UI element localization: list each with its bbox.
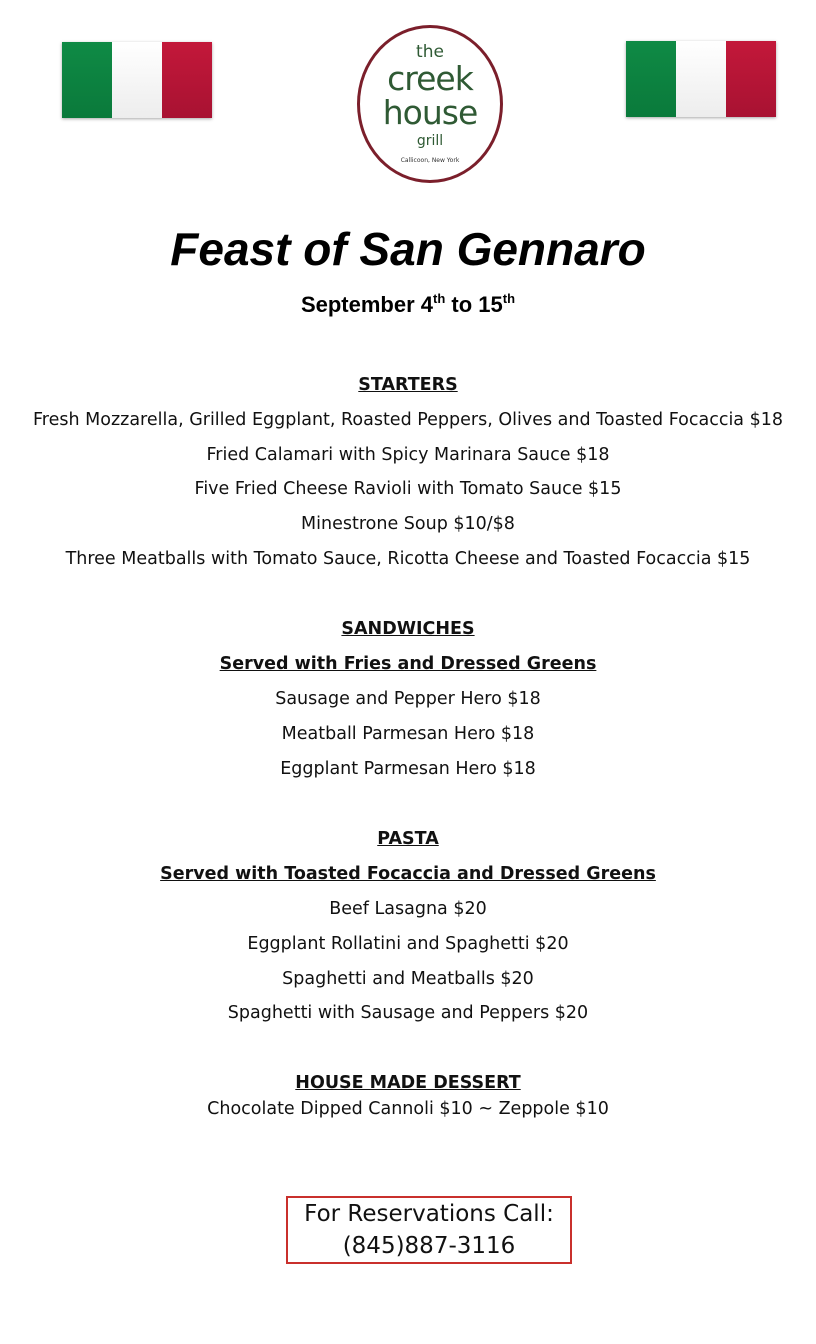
dessert-line: Chocolate Dipped Cannoli $10 ~ Zeppole $10 [207, 1099, 609, 1119]
dates-start: September 4 [300, 292, 434, 317]
menu-item: Minestrone Soup $10/$8 [301, 514, 515, 534]
menu-item: Sausage and Pepper Hero $18 [275, 689, 541, 709]
menu-item: Fried Calamari with Spicy Marinara Sauce $18 [206, 445, 610, 465]
italian-flag-right [626, 41, 776, 117]
flag-white-band [112, 42, 162, 118]
sandwiches-heading: SANDWICHES [341, 619, 475, 639]
dates-middle: to 15 [445, 292, 503, 317]
logo-grill: grill [416, 133, 444, 149]
pasta-heading: PASTA [377, 829, 439, 849]
dates-start-suffix: th [433, 291, 446, 306]
menu-item: Beef Lasagna $20 [329, 899, 487, 919]
reservations-box [286, 1196, 572, 1264]
pasta-subheading: Served with Toasted Focaccia and Dressed Greens [160, 864, 656, 884]
flag-red-band [162, 42, 212, 118]
dessert-heading: HOUSE MADE DESSERT [295, 1073, 521, 1093]
flag-green-band [62, 42, 112, 118]
menu-item: Spaghetti and Meatballs $20 [282, 969, 534, 989]
reservations-phone[interactable]: (845)887-3116 [342, 1233, 516, 1259]
page-title: Feast of San Gennaro [170, 223, 646, 275]
logo-creek: creek [387, 59, 473, 98]
menu-item: Eggplant Parmesan Hero $18 [280, 759, 536, 779]
menu-item: Eggplant Rollatini and Spaghetti $20 [247, 934, 569, 954]
logo-the: the [416, 42, 444, 62]
menu-item: Three Meatballs with Tomato Sauce, Ricotta Cheese and Toasted Focaccia $15 [65, 549, 751, 569]
dates-end-suffix: th [502, 291, 516, 306]
sandwiches-subheading: Served with Fries and Dressed Greens [219, 654, 597, 674]
menu-item: Fresh Mozzarella, Grilled Eggplant, Roasted Peppers, Olives and Toasted Focaccia $18 [33, 410, 783, 430]
logo-house: house [382, 93, 478, 132]
starters-heading: STARTERS [358, 375, 458, 395]
reservations-label: For Reservations Call: [304, 1201, 554, 1227]
event-dates [0, 290, 816, 320]
flag-green-band [626, 41, 676, 117]
flag-red-band [726, 41, 776, 117]
italian-flag-left [62, 42, 212, 118]
menu-item: Spaghetti with Sausage and Peppers $20 [227, 1003, 589, 1023]
creek-house-grill-logo [357, 25, 503, 183]
logo-location: Callicoon, New York [400, 157, 460, 164]
flag-white-band [676, 41, 726, 117]
menu-item: Five Fried Cheese Ravioli with Tomato Sauce $15 [194, 479, 622, 499]
menu-item: Meatball Parmesan Hero $18 [281, 724, 535, 744]
